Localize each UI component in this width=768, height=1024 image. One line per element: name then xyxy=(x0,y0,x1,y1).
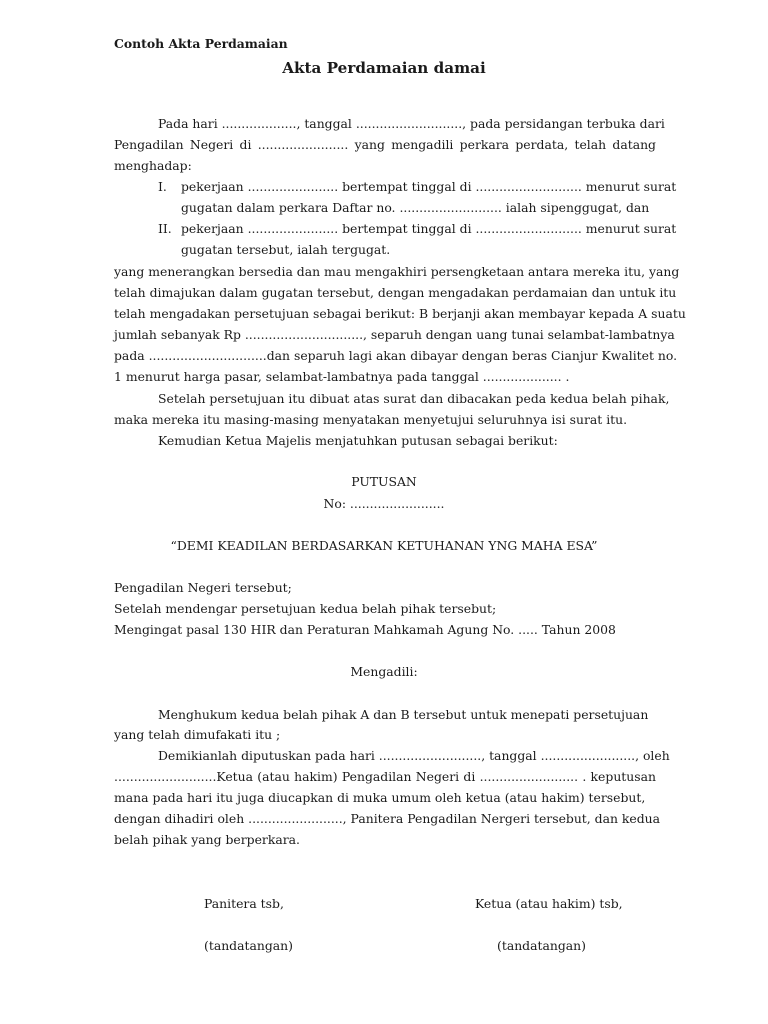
putusan-motto: “DEMI KEADILAN BERDASARKAN KETUHANAN YNG MAHA ESA” xyxy=(170,538,598,553)
consideration-line-3: Mengingat pasal 130 HIR dan Peraturan Mahkamah Agung No. ..... Tahun 2008 xyxy=(114,622,616,637)
party-1-numeral: I. xyxy=(158,179,167,194)
agreement-line-2: telah dimajukan dalam gugatan tersebut, dengan mengadakan perdamaian dan untuk itu xyxy=(114,285,677,300)
party-1-line-2: gugatan dalam perkara Daftar no. .......................... ialah sipenggugat, dan xyxy=(181,200,650,215)
party-2-numeral: II. xyxy=(158,221,172,236)
ruling-line-3: Demikianlah diputuskan pada hari .........................., tanggal ........................, oleh xyxy=(158,748,670,763)
consideration-line-1: Pengadilan Negeri tersebut; xyxy=(114,580,292,595)
ruling-line-2: yang telah dimufakati itu ; xyxy=(114,727,281,742)
ruling-line-4: ..........................Ketua (atau hakim) Pengadilan Negeri di ......................... . keputusan xyxy=(114,769,656,784)
putusan-heading: PUTUSAN xyxy=(351,474,417,489)
after-line-2: maka mereka itu masing-masing menyatakan menyetujui seluruhnya isi surat itu. xyxy=(114,412,628,427)
party-2-line-2: gugatan tersebut, ialah tergugat. xyxy=(181,242,391,257)
ruling-line-1: Menghukum kedua belah pihak A dan B tersebut untuk menepati persetujuan xyxy=(158,707,649,722)
agreement-line-1: yang menerangkan bersedia dan mau mengakhiri persengketaan antara mereka itu, yang xyxy=(114,264,680,279)
ruling-line-6: dengan dihadiri oleh ........................, Panitera Pengadilan Nergeri tersebut, dan kedua xyxy=(114,811,661,826)
opening-line-2: Pengadilan Negeri di ....................... yang mengadili perkara perdata, telah datang xyxy=(114,137,656,152)
consideration-line-2: Setelah mendengar persetujuan kedua belah pihak tersebut; xyxy=(114,601,497,616)
signature-right-title: Ketua (atau hakim) tsb, xyxy=(475,896,623,911)
agreement-line-6: 1 menurut harga pasar, selambat-lambatnya pada tanggal .................... . xyxy=(114,369,570,384)
signature-right-placeholder: (tandatangan) xyxy=(497,938,586,953)
mengadili-heading: Mengadili: xyxy=(350,664,418,679)
signature-left-title: Panitera tsb, xyxy=(204,896,284,911)
document-header-label: Contoh Akta Perdamaian xyxy=(114,36,288,51)
putusan-number: No: ........................ xyxy=(323,496,445,511)
document-title: Akta Perdamaian damai xyxy=(282,59,486,77)
agreement-line-3: telah mengadakan persetujuan sebagai berikut: B berjanji akan membayar kepada A suatu xyxy=(114,306,686,321)
after-line-1: Setelah persetujuan itu dibuat atas surat dan dibacakan peda kedua belah pihak, xyxy=(158,391,670,406)
party-1-line-1: pekerjaan ....................... bertempat tinggal di ........................... menurut surat xyxy=(181,179,677,194)
ruling-line-7: belah pihak yang berperkara. xyxy=(114,832,300,847)
agreement-line-4: jumlah sebanyak Rp .............................., separuh dengan uang tunai selambat-lambatnya xyxy=(114,327,675,342)
opening-line-3: menghadap: xyxy=(114,158,192,173)
ruling-line-5: mana pada hari itu juga diucapkan di muka umum oleh ketua (atau hakim) tersebut, xyxy=(114,790,646,805)
agreement-line-5: pada ..............................dan separuh lagi akan dibayar dengan beras Cianjur Kwalitet no. xyxy=(114,348,678,363)
opening-line-1: Pada hari ..................., tanggal ..........................., pada persidangan terbuka dari xyxy=(158,116,665,131)
signature-left-placeholder: (tandatangan) xyxy=(204,938,293,953)
party-2-line-1: pekerjaan ....................... bertempat tinggal di ........................... menurut surat xyxy=(181,221,677,236)
after-line-3: Kemudian Ketua Majelis menjatuhkan putusan sebagai berikut: xyxy=(158,433,558,448)
